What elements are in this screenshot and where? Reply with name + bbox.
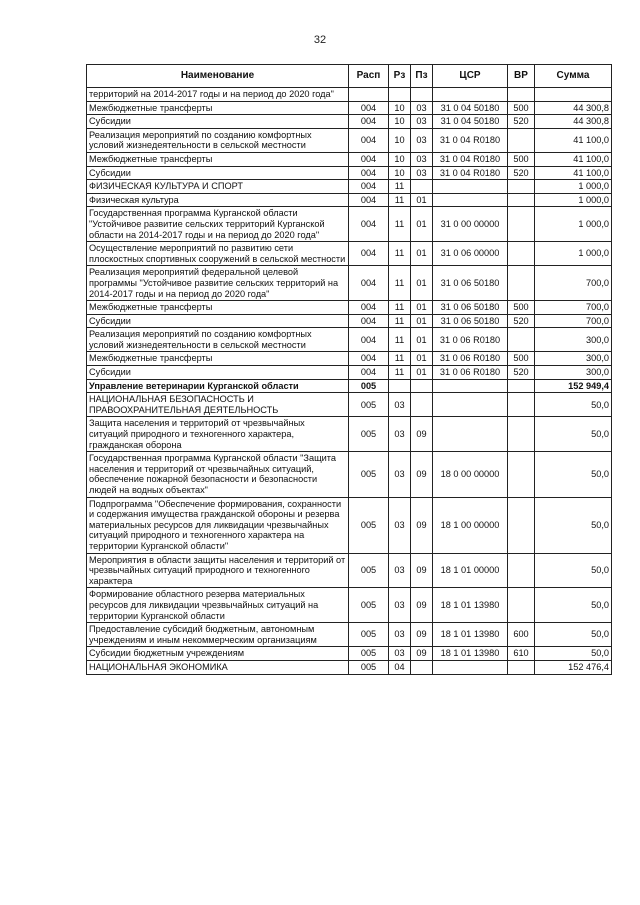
table-body (87, 88, 612, 675)
cell-vr (508, 660, 535, 674)
cell-rz: 10 (389, 128, 411, 152)
cell-vr: 500 (508, 352, 535, 366)
cell-vr (508, 328, 535, 352)
cell-sum: 152 476,4 (535, 660, 612, 674)
cell-pz: 09 (411, 623, 433, 647)
cell-sum (535, 88, 612, 102)
cell-name: Межбюджетные трансферты (87, 101, 349, 115)
cell-vr: 520 (508, 366, 535, 380)
budget-table (86, 64, 612, 675)
cell-sum: 50,0 (535, 647, 612, 661)
cell-csr (433, 180, 508, 194)
cell-sum: 300,0 (535, 328, 612, 352)
cell-rz: 10 (389, 115, 411, 129)
cell-csr: 31 0 06 50180 (433, 314, 508, 328)
cell-csr: 31 0 04 R0180 (433, 152, 508, 166)
cell-rasp: 004 (349, 166, 389, 180)
cell-csr: 31 0 04 50180 (433, 101, 508, 115)
cell-rasp: 004 (349, 328, 389, 352)
cell-pz: 01 (411, 207, 433, 242)
header-pz: Пз (411, 65, 433, 88)
cell-pz (411, 88, 433, 102)
cell-rasp: 005 (349, 452, 389, 497)
cell-rz: 11 (389, 207, 411, 242)
cell-rasp: 004 (349, 101, 389, 115)
cell-sum: 300,0 (535, 366, 612, 380)
cell-pz (411, 393, 433, 417)
cell-csr: 31 0 06 R0180 (433, 366, 508, 380)
cell-name: Межбюджетные трансферты (87, 352, 349, 366)
cell-vr: 500 (508, 301, 535, 315)
cell-pz: 01 (411, 352, 433, 366)
cell-csr: 31 0 06 R0180 (433, 328, 508, 352)
cell-sum: 1 000,0 (535, 207, 612, 242)
cell-rasp: 005 (349, 553, 389, 588)
table-row (87, 128, 612, 152)
cell-vr (508, 417, 535, 452)
cell-rz: 03 (389, 588, 411, 623)
table-row (87, 242, 612, 266)
cell-csr: 31 0 06 R0180 (433, 352, 508, 366)
header-name: Наименование (87, 65, 349, 88)
cell-rasp: 005 (349, 588, 389, 623)
cell-name: территорий на 2014-2017 годы и на период до 2020 года" (87, 88, 349, 102)
cell-name: Мероприятия в области защиты населения и территорий от чрезвычайных ситуаций природного и техногенного характера (87, 553, 349, 588)
table-header-row (87, 65, 612, 88)
cell-pz (411, 660, 433, 674)
cell-name: Субсидии (87, 166, 349, 180)
cell-rz (389, 88, 411, 102)
cell-csr: 18 0 00 00000 (433, 452, 508, 497)
table-row (87, 301, 612, 315)
cell-name: Государственная программа Курганской области "Защита населения и территорий от чрезвычайных ситуаций, обеспечение пожарной безопасности и безопасности людей на водных объектах" (87, 452, 349, 497)
cell-rz: 10 (389, 101, 411, 115)
header-rz: Рз (389, 65, 411, 88)
cell-rz: 03 (389, 647, 411, 661)
cell-vr (508, 180, 535, 194)
cell-vr: 520 (508, 166, 535, 180)
cell-sum: 1 000,0 (535, 180, 612, 194)
cell-csr: 18 1 01 13980 (433, 647, 508, 661)
cell-rasp: 004 (349, 242, 389, 266)
cell-pz: 01 (411, 266, 433, 301)
cell-vr (508, 242, 535, 266)
cell-csr (433, 193, 508, 207)
page-number: 32 (313, 34, 327, 46)
cell-csr: 31 0 04 50180 (433, 115, 508, 129)
cell-csr: 18 1 00 00000 (433, 497, 508, 553)
cell-name: Защита населения и территорий от чрезвычайных ситуаций природного и техногенного характера, гражданская оборона (87, 417, 349, 452)
table-row (87, 266, 612, 301)
cell-sum: 44 300,8 (535, 115, 612, 129)
cell-pz (411, 180, 433, 194)
cell-rz: 11 (389, 328, 411, 352)
cell-rz: 11 (389, 301, 411, 315)
cell-rasp: 004 (349, 180, 389, 194)
cell-sum: 50,0 (535, 417, 612, 452)
cell-name: Реализация мероприятий федеральной целевой программы "Устойчивое развитие сельских территорий на 2014-2017 годы и на период до 2020 года" (87, 266, 349, 301)
cell-sum: 300,0 (535, 352, 612, 366)
cell-vr: 500 (508, 152, 535, 166)
header-csr: ЦСР (433, 65, 508, 88)
cell-pz: 03 (411, 115, 433, 129)
cell-vr (508, 193, 535, 207)
cell-vr (508, 266, 535, 301)
table-row (87, 314, 612, 328)
cell-vr (508, 553, 535, 588)
cell-rasp: 004 (349, 352, 389, 366)
cell-vr (508, 379, 535, 393)
cell-rasp: 005 (349, 393, 389, 417)
cell-csr: 18 1 01 13980 (433, 588, 508, 623)
cell-rz: 11 (389, 266, 411, 301)
cell-csr: 31 0 04 R0180 (433, 128, 508, 152)
cell-name: Субсидии (87, 115, 349, 129)
cell-rz: 10 (389, 152, 411, 166)
cell-vr (508, 88, 535, 102)
cell-name: Реализация мероприятий по созданию комфортных условий жизнедеятельности в сельской местности (87, 328, 349, 352)
cell-vr (508, 588, 535, 623)
cell-rasp: 005 (349, 417, 389, 452)
cell-pz: 01 (411, 314, 433, 328)
cell-vr: 520 (508, 115, 535, 129)
cell-rasp: 004 (349, 266, 389, 301)
cell-rasp: 005 (349, 379, 389, 393)
cell-rasp: 004 (349, 193, 389, 207)
cell-csr: 31 0 04 R0180 (433, 166, 508, 180)
cell-name: Подпрограмма "Обеспечение формирования, сохранности и содержания имущества гражданской обороны и резерва материальных ресурсов для ликвидации чрезвычайных ситуаций природного и техногенного характера на территории Курганской области" (87, 497, 349, 553)
table-row (87, 166, 612, 180)
cell-name: Межбюджетные трансферты (87, 301, 349, 315)
cell-rasp (349, 88, 389, 102)
cell-rasp: 004 (349, 207, 389, 242)
cell-pz: 01 (411, 193, 433, 207)
cell-sum: 50,0 (535, 553, 612, 588)
cell-csr: 31 0 06 00000 (433, 242, 508, 266)
cell-csr: 18 1 01 00000 (433, 553, 508, 588)
table-row (87, 417, 612, 452)
cell-rasp: 004 (349, 301, 389, 315)
table-row (87, 553, 612, 588)
cell-vr: 520 (508, 314, 535, 328)
cell-name: Субсидии (87, 366, 349, 380)
cell-vr (508, 497, 535, 553)
cell-rasp: 005 (349, 647, 389, 661)
header-vr: ВР (508, 65, 535, 88)
cell-name: Субсидии (87, 314, 349, 328)
cell-name: Предоставление субсидий бюджетным, автономным учреждениям и иным некоммерческим организациям (87, 623, 349, 647)
table-row (87, 193, 612, 207)
cell-rz: 03 (389, 623, 411, 647)
cell-sum: 41 100,0 (535, 128, 612, 152)
cell-rz: 11 (389, 193, 411, 207)
cell-pz: 09 (411, 647, 433, 661)
cell-sum: 41 100,0 (535, 166, 612, 180)
cell-rz (389, 379, 411, 393)
table-row (87, 588, 612, 623)
cell-sum: 1 000,0 (535, 242, 612, 266)
cell-vr: 600 (508, 623, 535, 647)
table-row (87, 497, 612, 553)
table-row (87, 660, 612, 674)
cell-csr (433, 88, 508, 102)
cell-pz (411, 379, 433, 393)
table-row (87, 101, 612, 115)
table-row (87, 366, 612, 380)
cell-rasp: 004 (349, 152, 389, 166)
cell-name: Осуществление мероприятий по развитию сети плоскостных спортивных сооружений в сельской местности (87, 242, 349, 266)
cell-rz: 11 (389, 352, 411, 366)
cell-name: Реализация мероприятий по созданию комфортных условий жизнедеятельности в сельской местности (87, 128, 349, 152)
cell-name: Межбюджетные трансферты (87, 152, 349, 166)
cell-pz: 09 (411, 417, 433, 452)
cell-rz: 03 (389, 452, 411, 497)
cell-vr (508, 393, 535, 417)
cell-name: Физическая культура (87, 193, 349, 207)
cell-pz: 01 (411, 301, 433, 315)
table-row (87, 88, 612, 102)
cell-sum: 700,0 (535, 266, 612, 301)
cell-sum: 41 100,0 (535, 152, 612, 166)
cell-rz: 11 (389, 180, 411, 194)
cell-csr: 31 0 06 50180 (433, 266, 508, 301)
header-sum: Сумма (535, 65, 612, 88)
cell-rz: 03 (389, 417, 411, 452)
cell-sum: 50,0 (535, 588, 612, 623)
cell-name: НАЦИОНАЛЬНАЯ БЕЗОПАСНОСТЬ И ПРАВООХРАНИТЕЛЬНАЯ ДЕЯТЕЛЬНОСТЬ (87, 393, 349, 417)
table-row (87, 352, 612, 366)
cell-rasp: 004 (349, 314, 389, 328)
table-row (87, 152, 612, 166)
cell-name: Государственная программа Курганской области "Устойчивое развитие сельских территорий Курганской области на 2014-2017 годы и на период до 2020 года" (87, 207, 349, 242)
cell-rz: 11 (389, 366, 411, 380)
cell-pz: 03 (411, 152, 433, 166)
cell-csr (433, 393, 508, 417)
cell-name: ФИЗИЧЕСКАЯ КУЛЬТУРА И СПОРТ (87, 180, 349, 194)
cell-rz: 03 (389, 497, 411, 553)
cell-rasp: 005 (349, 623, 389, 647)
table-row (87, 115, 612, 129)
cell-rz: 04 (389, 660, 411, 674)
cell-rz: 11 (389, 242, 411, 266)
cell-csr (433, 417, 508, 452)
cell-pz: 01 (411, 328, 433, 352)
cell-csr: 31 0 00 00000 (433, 207, 508, 242)
cell-csr: 31 0 06 50180 (433, 301, 508, 315)
cell-sum: 50,0 (535, 623, 612, 647)
cell-vr: 500 (508, 101, 535, 115)
cell-csr: 18 1 01 13980 (433, 623, 508, 647)
cell-rz: 03 (389, 393, 411, 417)
cell-vr (508, 207, 535, 242)
cell-vr (508, 128, 535, 152)
cell-vr: 610 (508, 647, 535, 661)
cell-pz: 03 (411, 128, 433, 152)
cell-pz: 01 (411, 242, 433, 266)
cell-sum: 44 300,8 (535, 101, 612, 115)
cell-name: Управление ветеринарии Курганской области (87, 379, 349, 393)
table-row (87, 452, 612, 497)
cell-rasp: 005 (349, 497, 389, 553)
cell-sum: 50,0 (535, 393, 612, 417)
table-row (87, 328, 612, 352)
cell-sum: 50,0 (535, 497, 612, 553)
cell-rz: 03 (389, 553, 411, 588)
table-row (87, 647, 612, 661)
cell-pz: 03 (411, 166, 433, 180)
cell-sum: 50,0 (535, 452, 612, 497)
cell-sum: 1 000,0 (535, 193, 612, 207)
cell-rasp: 004 (349, 115, 389, 129)
cell-pz: 09 (411, 553, 433, 588)
cell-rz: 11 (389, 314, 411, 328)
cell-pz: 01 (411, 366, 433, 380)
cell-pz: 09 (411, 452, 433, 497)
table-row (87, 207, 612, 242)
table-row (87, 180, 612, 194)
cell-pz: 03 (411, 101, 433, 115)
cell-name: Формирование областного резерва материальных ресурсов для ликвидации чрезвычайных ситуаций на территории Курганской области (87, 588, 349, 623)
cell-rasp: 005 (349, 660, 389, 674)
cell-csr (433, 660, 508, 674)
cell-csr (433, 379, 508, 393)
cell-sum: 700,0 (535, 301, 612, 315)
header-rasp: Расп (349, 65, 389, 88)
cell-sum: 700,0 (535, 314, 612, 328)
cell-sum: 152 949,4 (535, 379, 612, 393)
table-row (87, 393, 612, 417)
cell-rasp: 004 (349, 366, 389, 380)
cell-rasp: 004 (349, 128, 389, 152)
cell-name: НАЦИОНАЛЬНАЯ ЭКОНОМИКА (87, 660, 349, 674)
cell-name: Субсидии бюджетным учреждениям (87, 647, 349, 661)
table-row (87, 379, 612, 393)
cell-pz: 09 (411, 497, 433, 553)
cell-vr (508, 452, 535, 497)
cell-rz: 10 (389, 166, 411, 180)
cell-pz: 09 (411, 588, 433, 623)
table-row (87, 623, 612, 647)
